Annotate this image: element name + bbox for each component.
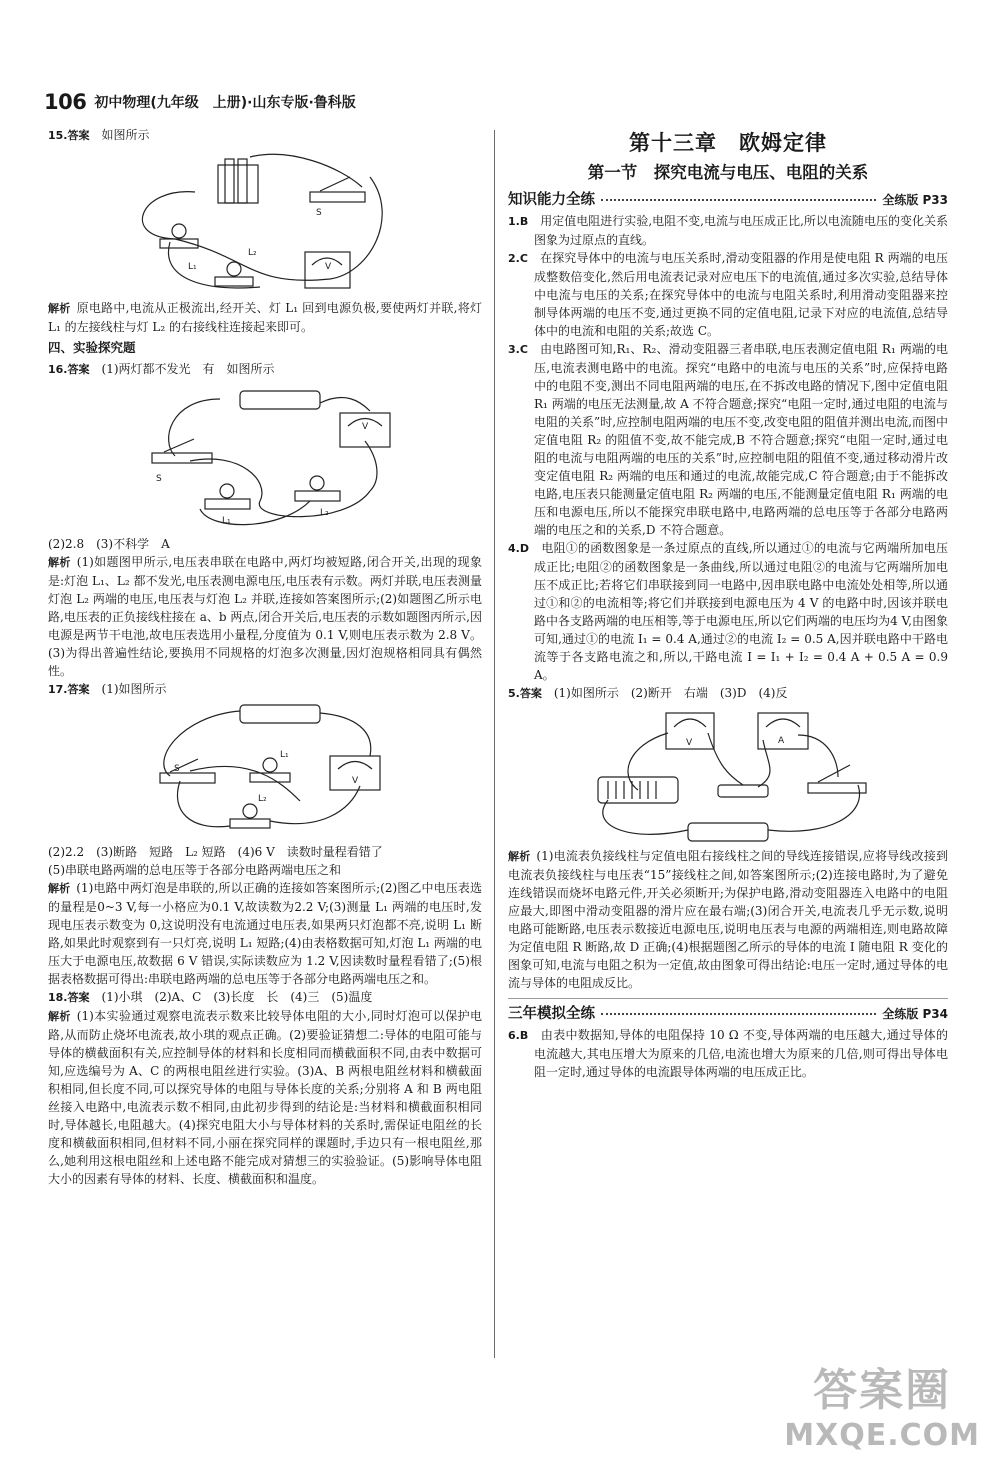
bar-label: 三年模拟全练 [508,1006,595,1022]
dotted-line [601,1013,876,1015]
q16-analysis: 解析 (1)如题图甲所示,电压表串联在电路中,两灯均被短路,闭合开关,出现的现象是:灯泡 L₁、L₂ 都不发光,电压表测电源电压,电压表有示数。两灯并联,电压表测量灯泡 L₂ 两端的电压,电压表与灯泡 L₂ 并联,连接如答案图所示;(2)如题图乙所示电路,电压表的正负接线柱接在 a、b 两点,闭合开关后,电压表的示数如题图丙所示,因电源是两节干电池,故电压表选用小量程,分度值为 0.1 V,则电压表示数为 2.8 V。(3)为得出普遍性结论,要换用不同规格的灯泡多次测量,因灯泡规格相同具有偶然性。 [48,555,482,678]
q17-analysis: 解析 (1)电路中两灯泡是串联的,所以正确的连接如答案图所示;(2)图乙中电压表选的量程是0~3 V,每一小格应为0.1 V,故读数为2.2 V;(3)测量 L₁ 两端的电压时,发现电压表示数变为 0,这说明没有电流通过电压表,如果两只灯泡都不亮,说明 L₁ 断路,如果此时观察到有一只灯亮,说明 L₁ 短路;(4)由表格数据可知,灯泡 L₁ 两端的电压大于电源电压,故数据 6 V 错误,实际读数应为 1.2 V,因读数时量程看错了;(5)根据表格数据可得出:串联电路两端的总电压等于各部分电路两端电压之和。 [48,881,483,986]
bar-page-ref: 全练版 P34 [882,1007,948,1021]
q18-analysis: 解析 (1)本实验通过观察电流表示数来比较导体电阻的大小,同时灯泡可以保护电路,从而防止烧坏电流表,故小琪的观点正确。(2)要验证猜想二:导体的电阻可能与导体的横截面积有关,应控制导体的材料和长度相同而横截面积不同,由表中数据可知,应选编号为 A、C 的两根电阻丝进行实验。(3)A、B 两根电阻丝材料和横截面积相同,但长度不同,可以探究导体的电阻与导体长度的关系;分别将 A 和 B 两电阻丝接入电路中,电流表示数不相同,由此初步得到的结论是:当材料和横截面积相同时,导体越长,电阻越大。(4)探究电阻大小与导体材料的关系时,需保证电阻丝的长度和横截面积相同,但材料不同,小丽在探究同样的课题时,手边只有一根电阻丝,那么,她利用这根电阻丝和上述电路不能完成对猜想三的实验验证。(5)影响导体电阻大小的因素有导体的材料、长度、横截面积和温度。 [48,1009,482,1186]
page-number: 106 [44,90,87,114]
page-header [44,90,356,114]
svg-text:L₂: L₂ [248,248,257,258]
svg-text:L₁: L₁ [188,262,197,272]
svg-text:A: A [778,736,785,746]
column-divider [494,130,495,1358]
svg-text:L₁: L₁ [222,516,231,526]
right-column [508,126,948,1081]
book-title: 初中物理(九年级 上册)·山东专版·鲁科版 [94,95,356,111]
bar-page-ref: 全练版 P33 [882,193,948,207]
svg-text:S: S [316,208,322,218]
r-q5-answer: 5.答案 (1)如图所示 (2)断开 右端 (3)D (4)反 [508,686,788,700]
svg-text:V: V [362,422,369,432]
q15-circuit-figure [100,147,430,297]
r-q5-analysis: 解析 (1)电流表负接线柱与定值电阻右接线柱之间的导线连接错误,应将导线改接到电流表负接线柱与电压表“15”接线柱之间,如答案图所示;(2)连接电路时,为了避免连线错误而烧坏电路元件,开关必须断开;为保护电路,滑动变阻器连入电路中的电阻应最大,即图中滑动变阻器的滑片应在最右端;(3)闭合开关,电流表几乎无示数,说明电路可能断路,电压表示数接近电源电压,说明电压表与电源的两端相连,则电路故障为定值电阻 R 断路,故 D 正确;(4)根据题图乙所示的导体的电流 I 随电阻 R 变化的图象可知,电流与电阻之积为一定值,故由图象可得出结论:电压一定时,通过导体的电流与导体的电阻成反比。 [508,849,948,990]
three-year-mock-bar [508,1005,948,1023]
svg-text:S: S [156,474,162,484]
dotted-line [601,199,876,201]
watermark-logo: 答案圈 MXQE.COM [784,1365,980,1453]
r-q3: 3.C 由电路图可知,R₁、R₂、滑动变阻器三者串联,电压表测定值电阻 R₁ 两端的电压,电流表测电路中的电流。探究“电路中的电流与电压的关系”时,应保持电路中的电阻不变,测出不同电阻两端的电压,在不拆改电路的情况下,图中定值电阻 R₁ 两端的电压无法测量,故 A 不符合题意;探究“电阻一定时,通过电阻的电流与电阻的关系”时,应控制电阻两端的电压不变,改变电阻的阻值并测出电流,而图中定值电阻 R₂ 的阻值不变,故不能完成,B 不符合题意;探究“电阻一定时,通过电阻的电流与电阻两端的电压的关系”时,应控制电阻的阻值不变,通过移动滑片改变定值电阻 R₂ 两端的电压和通过的电流,故能完成,C 符合题意;由于不能拆改电路,电压表只能测量定值电阻 R₂ 两端的电压,不能测量定值电阻 R₁ 两端的电压和电源电压,所以不能探究串联电路中,电路两端的总电压等于各部分电路两端的电压之和的关系,D 不符合题意。 [508,342,948,537]
svg-text:V: V [686,738,693,748]
r-q6: 6.B 由表中数据知,导体的电阻保持 10 Ω 不变,导体两端的电压越大,通过导体的电流越大,其电压增大为原来的几倍,电流也增大为原来的几倍,则可得出导体电阻一定时,通过导体的电流跟导体两端的电压成正比。 [508,1028,948,1079]
r-q2: 2.C 在探究导体中的电流与电压关系时,滑动变阻器的作用是使电阻 R 两端的电压成整数倍变化,然后用电流表记录对应电压下的电流值,通过多次实验,总结导体中电流与电压的关系;在探究导体中的电流与电阻关系时,利用滑动变阻器来控制导体两端的电压不变,通过更换不同的定值电阻,记录下对应的电流值,总结导体中的电流和电阻的关系;故选 C。 [508,251,948,338]
q15-answer: 15.答案 如图所示 [48,128,150,142]
bar-label: 知识能力全练 [508,192,595,208]
svg-text:L₂: L₂ [258,794,267,804]
svg-text:V: V [352,776,359,786]
knowledge-practice-bar [508,191,948,209]
svg-text:V: V [325,262,332,272]
q17-answer-part2: (2)2.2 (3)断路 短路 L₂ 短路 (4)6 V 读数时量程看错了 [48,845,383,859]
q16-answer-part2: (2)2.8 (3)不科学 A [48,537,170,551]
q18-answer: 18.答案 (1)小琪 (2)A、C (3)长度 长 (4)三 (5)温度 [48,990,373,1004]
section-title: 第一节 探究电流与电压、电阻的关系 [587,163,869,182]
divider-rule [508,998,948,999]
left-column [48,126,482,1188]
svg-text:L₁: L₁ [280,750,289,760]
q16-circuit-figure [130,381,400,533]
r-q1: 1.B 用定值电阻进行实验,电阻不变,电流与电压成正比,所以电流随电压的变化关系图象为过原点的直线。 [508,214,948,247]
section-experiment: 四、实验探究题 [48,340,136,355]
q17-answer-part3: (5)串联电路两端的总电压等于各部分电路两端电压之和 [48,863,342,877]
chapter-title: 第十三章 欧姆定律 [629,131,827,155]
q5-circuit-figure [568,705,888,845]
r-q4: 4.D 电阻①的函数图象是一条过原点的直线,所以通过①的电流与它两端所加电压成正比;电阻②的函数图象是一条曲线,所以通过电阻②的电流与它两端所加电压不成正比;若将它们串联接到同一电路中,因串联电路中电流处处相等,所以通过①和②的电流相等;将它们并联接到电源电压为 4 V 的电路中时,因该并联电路中各支路两端的电压相等,等于电源电压,所以它们两端的电压均为4 V,由图象可知,通过①的电流 I₁ = 0.4 A,通过②的电流 I₂ = 0.5 A,因并联电路中干路电流等于各支路电流之和,所以,干路电流 I = I₁ + I₂ = 0.4 A + 0.5 A = 0.9 A。 [508,541,948,682]
q17-circuit-figure [130,701,400,841]
svg-text:L₂: L₂ [320,508,329,518]
svg-text:S: S [174,764,180,774]
q16-answer: 16.答案 (1)两灯都不发光 有 如图所示 [48,362,275,376]
q17-answer: 17.答案 (1)如图所示 [48,682,167,696]
q15-analysis: 解析 原电路中,电流从正极流出,经开关、灯 L₁ 回到电源负极,要使两灯并联,将灯 L₁ 的左接线柱与灯 L₂ 的右接线柱连接起来即可。 [48,301,483,334]
